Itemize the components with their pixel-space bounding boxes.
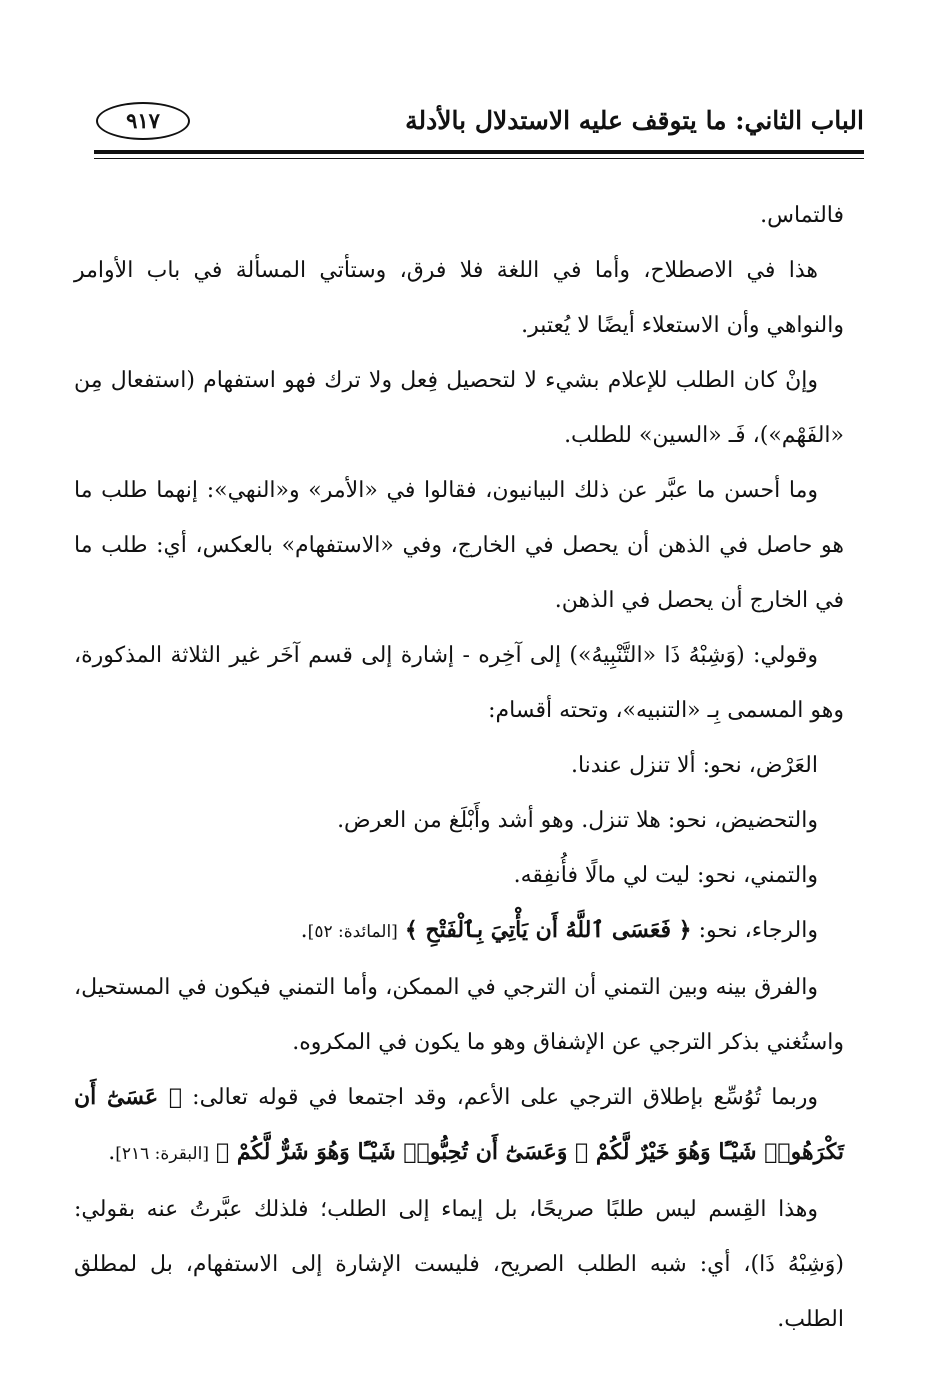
header-rule-thick [94,150,864,154]
page-number: ٩١٧ [96,102,190,140]
paragraph: والفرق بينه وبين التمني أن الترجي في الممكن، وأما التمني فيكون في المستحيل، واستُغني بذكر الترجي عن الإشفاق وهو ما يكون في المكروه. [74,975,844,1055]
paragraph: وهذا القِسم ليس طلبًا صريحًا، بل إيماء إلى الطلب؛ فلذلك عبَّرتُ عنه بقولي: (وَشِبْهُ ذَا)، أي: شبه الطلب الصريح، فليست الإشارة إلى الاستفهام، بل لمطلق الطلب. [74,1197,844,1332]
paragraph: وإنْ كان الطلب للإعلام بشيء لا لتحصيل فِعل ولا ترك فهو استفهام (استفعال مِن «الفَهْم»)، فَـ «السين» للطلب. [74,368,844,448]
quran-verse: ﴿ عَسَىٰٓ أَن تَكْرَهُوا۟ شَيْـًٔا وَهُوَ خَيْرٌ لَّكُمْ ۖ وَعَسَىٰٓ أَن تُحِبُّوا۟ شَيْـًٔا وَهُوَ شَرٌّ لَّكُمْ ﴾ [74,1084,844,1165]
quran-verse: ﴿ فَعَسَى ٱللَّهُ أَن يَأْتِيَ بِٱلْفَتْحِ ﴾ [404,917,692,943]
paragraph: والرجاء، نحو: ﴿ فَعَسَى ٱللَّهُ أَن يَأْتِيَ بِٱلْفَتْحِ ﴾ [المائدة: ٥٢]. [300,917,818,943]
page-body [74,188,844,1347]
paragraph: والتحضيض، نحو: هلا تنزل. وهو أشد وأَبْلَغ من العرض. [337,808,818,833]
verse-reference: [البقرة: ٢١٦] [115,1144,209,1164]
paragraph: العَرْض، نحو: ألا تنزل عندنا. [570,753,818,778]
verse-reference: [المائدة: ٥٢] [307,922,398,942]
chapter-title: الباب الثاني: ما يتوقف عليه الاستدلال بالأدلة [405,106,864,135]
paragraph: وما أحسن ما عبَّر عن ذلك البيانيون، فقالوا في «الأمر» و«النهي»: إنهما طلب ما هو حاصل في الذهن أن يحصل في الخارج، وفي «الاستفهام» بالعكس، أي: طلب ما في الخارج أن يحصل في الذهن. [74,478,844,613]
paragraph: وربما تُوُسِّع بإطلاق الترجي على الأعم، وقد اجتمعا في قوله تعالى: ﴿ عَسَىٰٓ أَن تَكْرَهُوا۟ شَيْـًٔا وَهُوَ خَيْرٌ لَّكُمْ ۖ وَعَسَىٰٓ أَن تُحِبُّوا۟ شَيْـًٔا وَهُوَ شَرٌّ لَّكُمْ ﴾ [البقرة: ٢١٦]. [74,1084,844,1165]
paragraph: والتمني، نحو: ليت لي مالًا فأُنفِقه. [513,863,818,888]
running-header [94,96,864,146]
header-rule-thin [94,158,864,159]
paragraph: وقولي: (وَشِبْهُ ذَا «التَّنْبِيهُ») إلى آخِره - إشارة إلى قسم آخَر غير الثلاثة المذكورة، وهو المسمى بِـ «التنبيه»، وتحته أقسام: [74,643,844,723]
paragraph: فالتماس. [760,203,844,228]
paragraph: هذا في الاصطلاح، وأما في اللغة فلا فرق، وستأتي المسألة في باب الأوامر والنواهي وأن الاستعلاء أيضًا لا يُعتبر. [74,258,844,338]
